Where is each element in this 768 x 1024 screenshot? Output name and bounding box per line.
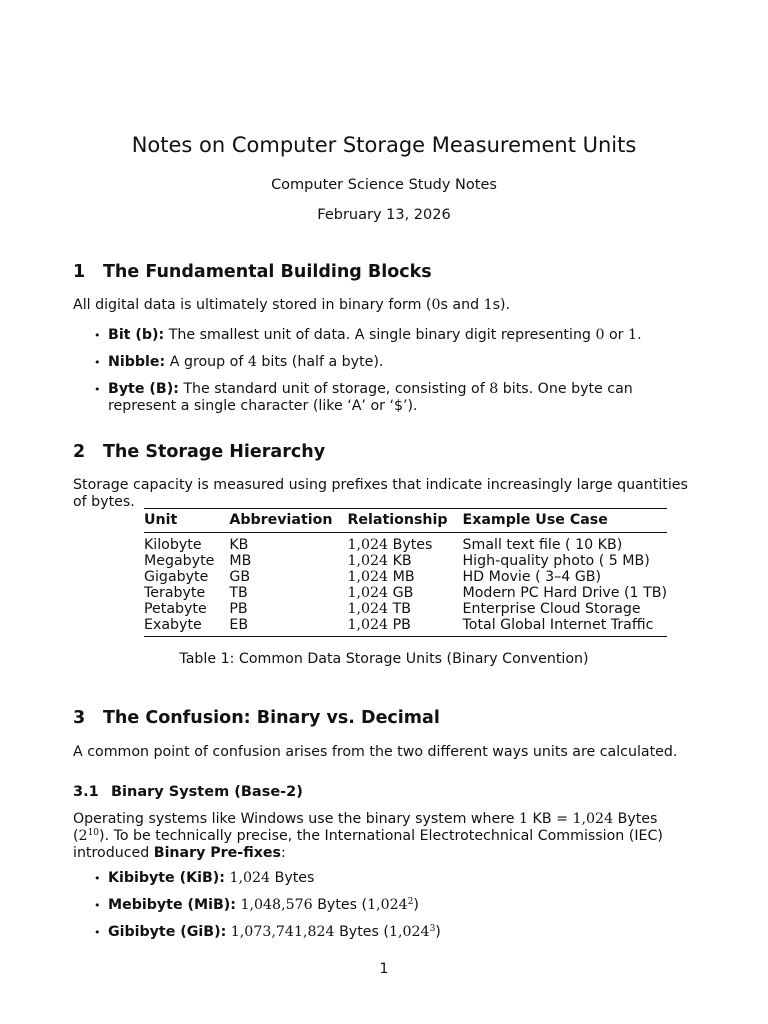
column-header: Example Use Case <box>463 509 668 533</box>
list-item-bit: • Bit (b): The smallest unit of data. A single binary digit representing 0 or 1. <box>94 327 642 343</box>
bullet-icon: • <box>94 926 101 939</box>
list-item-kibibyte: • Kibibyte (KiB): 1,024 Bytes <box>94 870 315 886</box>
section-title: The Fundamental Building Blocks <box>103 262 432 282</box>
list-item-gibibyte: • Gibibyte (GiB): 1,073,741,824 Bytes (1,024$^3$) <box>94 924 441 940</box>
document-title: Notes on Computer Storage Measurement Units <box>131 133 637 157</box>
subsection-number: 3.1 <box>73 784 99 800</box>
bullet-icon: • <box>94 329 101 342</box>
section-number: 3 <box>73 708 86 728</box>
section-3-intro: A common point of confusion arises from the two different ways units are calculated. <box>73 744 678 760</box>
list-item-byte: • Byte (B): The standard unit of storage, consisting of 8 bits. One byte can represent a single character (like ‘A’ or ‘$’). <box>94 381 633 414</box>
bullet-icon: • <box>94 899 101 912</box>
table-row: Gigabyte GB 1,024 MB HD Movie ( 3–4 GB) <box>144 569 602 585</box>
section-title: The Confusion: Binary vs. Decimal <box>103 708 440 728</box>
section-number: 2 <box>73 442 86 462</box>
section-1-intro: All digital data is ultimately stored in binary form (0s and 1s). <box>73 297 511 313</box>
column-header: Abbreviation <box>229 509 347 533</box>
section-2-intro: Storage capacity is measured using prefixes that indicate increasingly large quantities of bytes. <box>73 477 688 510</box>
section-title: The Storage Hierarchy <box>103 442 326 462</box>
document-date: February 13, 2026 <box>317 207 451 223</box>
column-header: Unit <box>144 509 229 533</box>
storage-units-table <box>144 508 667 637</box>
list-item-mebibyte: • Mebibyte (MiB): 1,048,576 Bytes (1,024$^2$) <box>94 897 419 913</box>
subsection-3-1-paragraph: Operating systems like Windows use the binary system where 1 KB = 1,024 Bytes $(2^{10})$. To be technically precise, the International Electrotechnical Commission (IEC) introduced Binary Pre-fixes: <box>73 811 663 861</box>
table-row: Kilobyte KB 1,024 Bytes Small text file ( 10 KB) <box>144 537 623 553</box>
table-header-row <box>144 509 667 533</box>
subsection-3-1-heading <box>73 782 303 802</box>
table-row: Petabyte PB 1,024 TB Enterprise Cloud Storage <box>144 601 641 617</box>
list-item-nibble: • Nibble: A group of 4 bits (half a byte). <box>94 354 384 370</box>
table-caption: Table 1: Common Data Storage Units (Binary Convention) <box>179 651 589 667</box>
page-number: 1 <box>379 961 389 977</box>
document-author: Computer Science Study Notes <box>271 177 497 193</box>
bullet-icon: • <box>94 356 101 369</box>
bullet-icon: • <box>94 872 101 885</box>
section-3-heading <box>73 706 440 730</box>
table-row: Megabyte MB 1,024 KB High-quality photo ( 5 MB) <box>144 553 650 569</box>
section-1-heading <box>73 260 432 284</box>
bullet-icon: • <box>94 383 101 396</box>
section-2-heading <box>73 440 325 464</box>
subsection-title: Binary System (Base-2) <box>111 784 303 800</box>
section-number: 1 <box>73 262 86 282</box>
column-header: Relationship <box>347 509 462 533</box>
table-row: Terabyte TB 1,024 GB Modern PC Hard Drive (1 TB) <box>144 585 668 601</box>
table-row: Exabyte EB 1,024 PB Total Global Internet Traffic <box>144 617 667 637</box>
